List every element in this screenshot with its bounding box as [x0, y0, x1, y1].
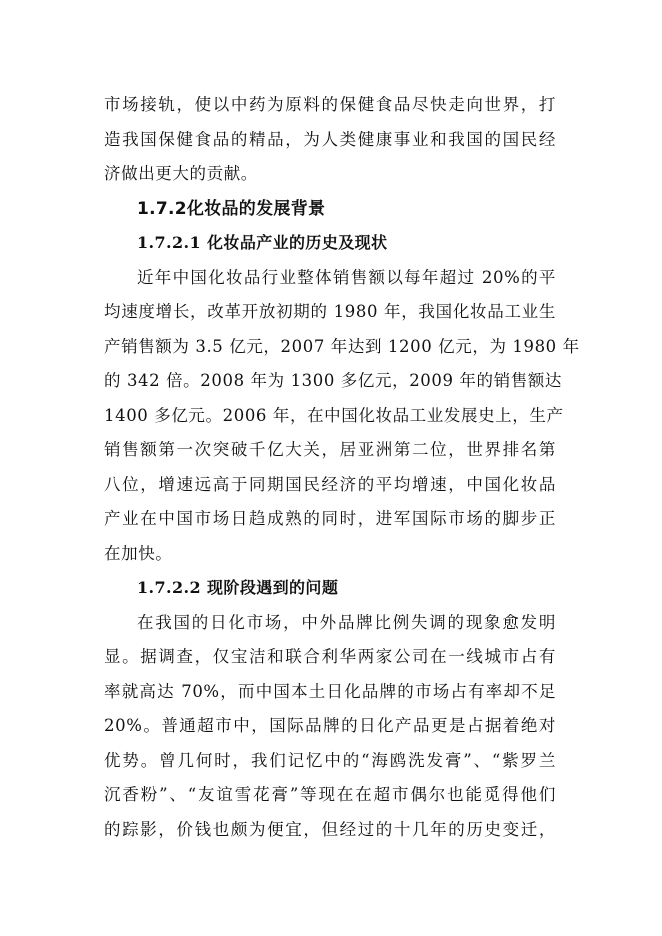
text-line: 率就高达 70%，而中国本土日化品牌的市场占有率却不足	[104, 681, 556, 701]
text-line: 在加快。	[104, 543, 173, 563]
text-line: 在我国的日化市场，中外品牌比例失调的现象愈发明	[137, 612, 556, 632]
text-line: 均速度增长，改革开放初期的 1980 年，我国化妆品工业生	[104, 302, 556, 321]
text-line: 优势。曾几何时，我们记忆中的“海鸥洗发膏”、“紫罗兰	[104, 750, 556, 770]
text-line: 近年中国化妆品行业整体销售额以每年超过 20%的平	[137, 267, 556, 287]
problems-paragraph	[104, 606, 556, 848]
subsection-heading-history: 1.7.2.1 化妆品产业的历史及现状	[137, 233, 388, 252]
text-line: 沉香粉”、“友谊雪花膏”等现在在超市偶尔也能觅得他们	[104, 785, 556, 804]
text-line: 产销售额为 3.5 亿元，2007 年达到 1200 亿元，为 1980 年	[104, 336, 580, 356]
text-line: 1400 多亿元。2006 年，在中国化妆品工业发展史上，生产	[104, 405, 564, 425]
text-line: 市场接轨，使以中药为原料的保健食品尽快走向世界，打	[104, 95, 556, 114]
text-line: 八位，增速远高于同期国民经济的平均增速，中国化妆品	[104, 474, 556, 494]
text-line: 济做出更大的贡献。	[104, 164, 258, 183]
text-line: 产业在中国市场日趋成熟的同时，进军国际市场的脚步正	[104, 509, 556, 528]
section-heading: 1.7.2化妆品的发展背景	[137, 198, 326, 219]
document-page	[104, 88, 580, 847]
text-line: 20%。普通超市中，国际品牌的日化产品更是占据着绝对	[104, 716, 556, 735]
text-line: 销售额第一次突破千亿大关，居亚洲第二位，世界排名第	[104, 440, 556, 459]
history-paragraph	[104, 261, 580, 572]
text-line: 造我国保健食品的精品，为人类健康事业和我国的国民经	[104, 129, 556, 149]
intro-paragraph	[104, 88, 556, 192]
text-line: 的踪影，价钱也颇为便宜，但经过的十几年的历史变迁，	[104, 819, 556, 839]
subsection-heading-problems: 1.7.2.2 现阶段遇到的问题	[137, 578, 339, 597]
text-line: 的 342 倍。2008 年为 1300 多亿元，2009 年的销售额达	[104, 371, 563, 390]
text-line: 显。据调查，仅宝洁和联合利华两家公司在一线城市占有	[104, 647, 556, 666]
